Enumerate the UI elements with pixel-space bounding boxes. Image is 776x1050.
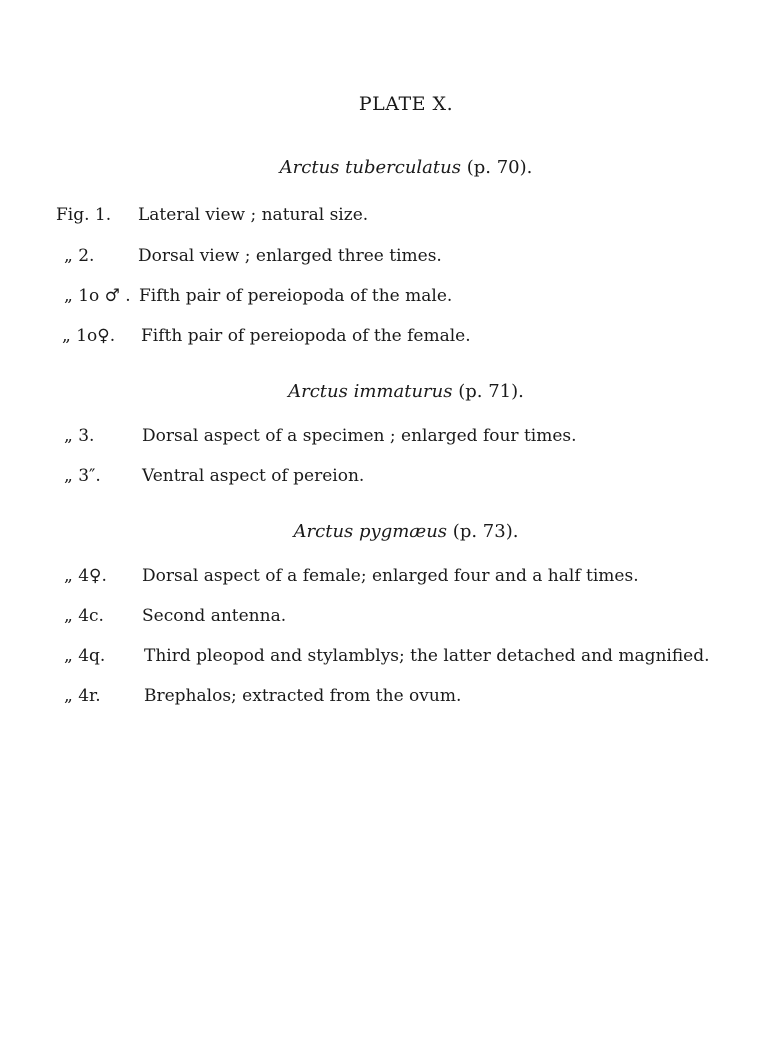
species-heading [0,157,776,178]
figure-label: „ 4r. [64,686,101,706]
figure-description: Dorsal aspect of a specimen ; enlarged four times. [142,426,577,446]
page-reference: (p. 73). [452,521,519,542]
figure-label: „ 3″. [64,466,101,486]
species-heading [0,381,776,402]
figure-description: Brephalos; extracted from the ovum. [144,686,462,706]
figure-label: „ 3. [64,426,95,446]
figure-description: Dorsal view ; enlarged three times. [138,246,442,266]
species-name: Arctus immaturus [288,381,453,402]
figure-description: Second antenna. [142,606,287,626]
figure-description: Fifth pair of pereiopoda of the male. [139,286,453,306]
figure-label: „ 1o ♂ . [64,286,131,306]
figure-description: Ventral aspect of pereion. [142,466,365,486]
species-heading [0,521,776,542]
figure-description: Lateral view ; natural size. [138,205,369,225]
page-reference: (p. 70). [466,157,533,178]
page-reference: (p. 71). [458,381,524,402]
species-name: Arctus tuberculatus [279,157,461,178]
figure-label: Fig. 1. [56,205,112,225]
plate-title: PLATE X. [358,93,454,115]
figure-description: Dorsal aspect of a female; enlarged four and a half times. [142,566,639,586]
figure-label: „ 4c. [64,606,104,626]
figure-label: „ 1o♀. [62,326,116,346]
figure-description: Third pleopod and stylamblys; the latter detached and magnified. [144,646,710,666]
species-name: Arctus pygmæus [293,521,448,542]
figure-description: Fifth pair of pereiopoda of the female. [141,326,471,346]
figure-label: „ 4q. [64,646,106,666]
figure-label: „ 4♀. [64,566,107,586]
figure-label: „ 2. [64,246,95,266]
